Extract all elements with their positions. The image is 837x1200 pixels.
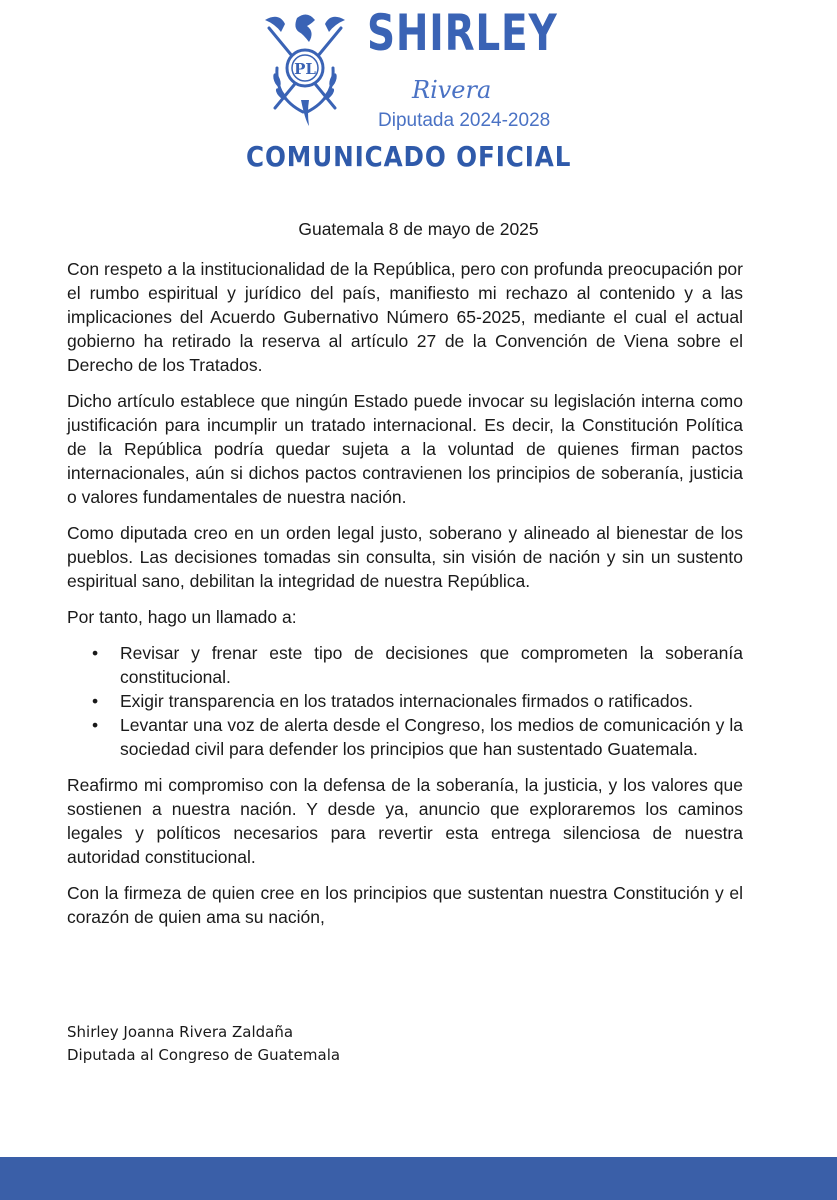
list-item: • Revisar y frenar este tipo de decisiones que comprometen la soberanía constitucional.: [120, 641, 743, 689]
paragraph: Dicho artículo establece que ningún Estado puede invocar su legislación interna como justificación para incumplir un tratado internacional. Es decir, la Constitución Política de la República podría quedar sujeta a la voluntad de quienes firman pactos internacionales, aún si dichos pactos contravienen los principios de soberanía, justicia o valores fundamentales de nuestra nación.: [67, 391, 743, 507]
signature-block: [67, 1021, 340, 1067]
paragraph: Como diputada creo en un orden legal justo, soberano y alineado al bienestar de los pueblos. Las decisiones tomadas sin consulta, sin visión de nación y sin un sustento espiritual sano, debilitan la integridad de nuestra República.: [67, 523, 743, 591]
list-item: • Levantar una voz de alerta desde el Congreso, los medios de comunicación y la sociedad civil para defender los principios que han sustentado Guatemala.: [120, 713, 743, 761]
document-date: Guatemala 8 de mayo de 2025: [298, 219, 539, 239]
signature-title: Diputada al Congreso de Guatemala: [67, 1046, 341, 1064]
svg-text:PL: PL: [294, 60, 316, 78]
paragraph: Con la firmeza de quien cree en los principios que sustentan nuestra Constitución y el corazón de quien ama su nación,: [67, 883, 743, 927]
brand-role: Diputada 2024-2028: [378, 110, 551, 131]
paragraph: Por tanto, hago un llamado a:: [67, 607, 297, 627]
brand-surname-script: Rivera: [412, 76, 492, 104]
paragraph: Reafirmo mi compromiso con la defensa de la soberanía, la justicia, y los valores que sostienen a nuestra nación. Y desde ya, anuncio que exploraremos los caminos legales y políticos necesarios para revertir esta entrega silenciosa de nuestra autoridad constitucional.: [67, 775, 743, 867]
signature-name: Shirley Joanna Rivera Zaldaña: [67, 1023, 294, 1041]
coat-of-arms-emblem-icon: [255, 8, 355, 128]
document-body: [67, 257, 743, 941]
list-item: • Exigir transparencia en los tratados internacionales firmados o ratificados.: [120, 689, 743, 713]
brand-name: SHIRLEY: [367, 4, 558, 62]
document-headline: COMUNICADO OFICIAL: [246, 140, 572, 173]
footer-bar: [0, 1157, 837, 1200]
letterhead: [0, 0, 837, 190]
call-to-action-list: [67, 641, 743, 761]
paragraph: Con respeto a la institucionalidad de la República, pero con profunda preocupación por el rumbo espiritual y jurídico del país, manifiesto mi rechazo al contenido y a las implicaciones del Acuerdo Gubernativo Número 65-2025, mediante el cual el actual gobierno ha retirado la reserva al artículo 27 de la Convención de Viena sobre el Derecho de los Tratados.: [67, 259, 743, 375]
